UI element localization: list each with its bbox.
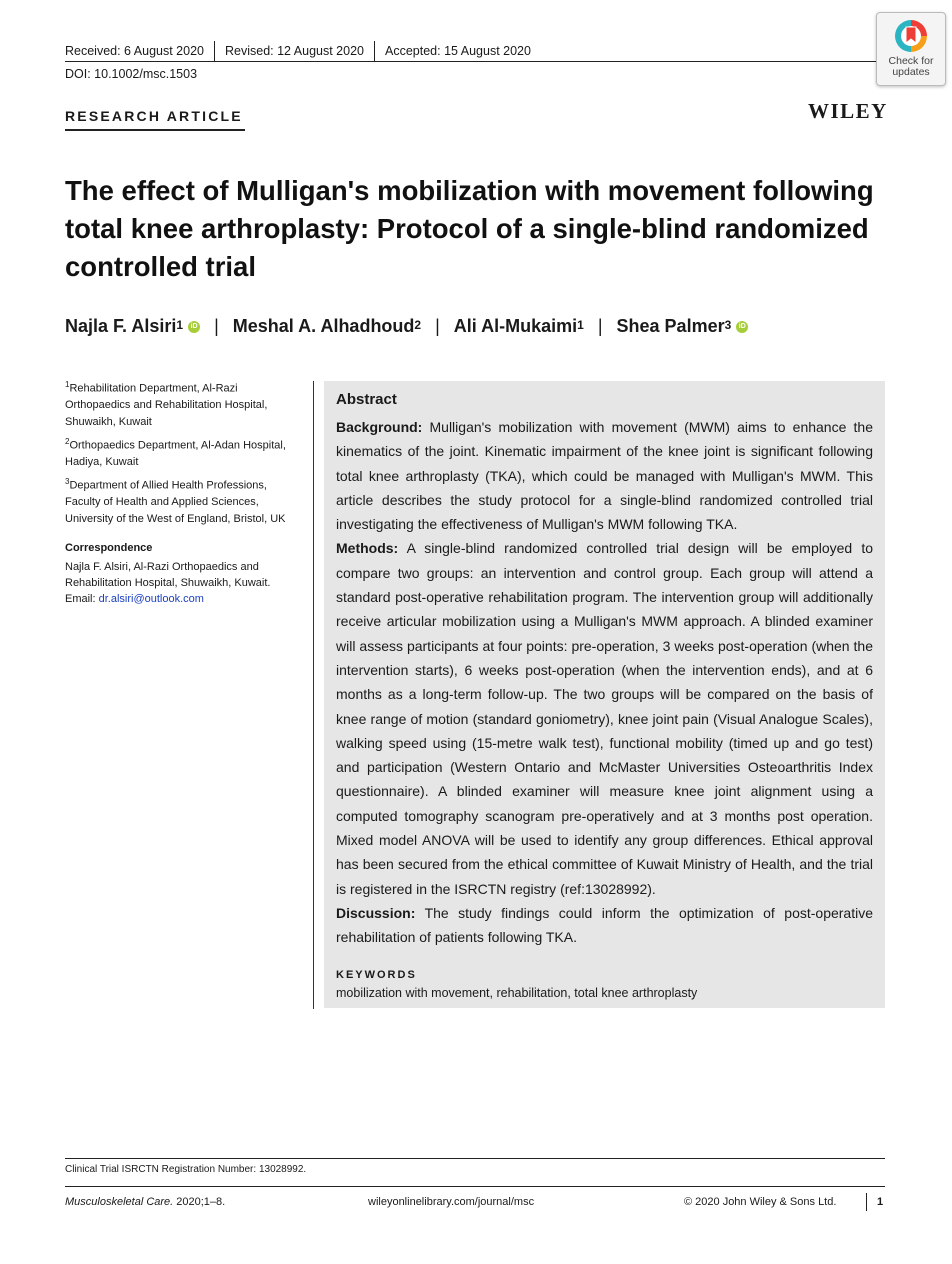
publisher-logo: WILEY	[808, 99, 888, 123]
keywords: mobilization with movement, rehabilitation, total knee arthroplasty	[336, 986, 698, 1000]
doi[interactable]: DOI: 10.1002/msc.1503	[65, 67, 198, 81]
author-name[interactable]: Ali Al-Mukaimi	[453, 316, 578, 336]
revised-date: Revised: 12 August 2020	[225, 44, 364, 58]
methods-text: A single-blind randomized controlled trial design will be employed to compare two groups: an intervention and control group. Each group will attend a standard post-operative rehabilitation program. The intervention group will additionally receive articular mobilization using a Mulligan's MWM approach. A blinded examiner will assess participants at four points: pre-operation, 3 weeks post-operation (when the intervention starts), 6 weeks post-operation (when the intervention ends), and at 6 months as a long-term follow-up. The two groups will be compared on the basis of knee range of motion (standard goniometry), knee joint pain (Visual Analogue Scales), walking speed using (15-metre walk test), functional mobility (timed up and go test) and participation (Western Ontario and McMaster Universities Osteoarthritis Index questionnaire). A blinded examiner will measure knee joint alignment using a computed tomography scanogram pre-operatively and at 3 months post operation. Mixed model ANOVA will be used to identify any group differences. Ethical approval has been secured from the ethical committee of Kuwait Ministry of Health, and the trial is registered in the ISRCTN registry (ref:13028992).	[336, 540, 873, 897]
copyright: © 2020 John Wiley & Sons Ltd.	[684, 1196, 837, 1208]
journal-ref: 2020;1–8.	[173, 1196, 226, 1208]
check-updates-line2: updates	[892, 66, 930, 78]
crossmark-icon	[894, 19, 928, 53]
check-for-updates-button[interactable]	[876, 12, 946, 86]
background-label: Background:	[336, 419, 423, 435]
abstract-discussion	[336, 901, 873, 950]
journal-url[interactable]: wileyonlinelibrary.com/journal/msc	[368, 1196, 535, 1208]
author-affiliation-sup: 1	[577, 317, 584, 332]
article-type: RESEARCH ARTICLE	[65, 108, 243, 124]
date-divider	[214, 41, 215, 61]
received-date: Received: 6 August 2020	[65, 44, 204, 58]
author-divider: |	[214, 316, 219, 336]
discussion-text: The study findings could inform the optimization of post-operative rehabilitation of patients following TKA.	[336, 904, 874, 946]
orcid-icon[interactable]: iD	[736, 321, 748, 333]
affiliation	[65, 434, 305, 471]
author-affiliation-sup: 3	[724, 317, 732, 332]
correspondence-block	[65, 559, 305, 607]
affiliation-sup: 2	[65, 437, 70, 446]
abstract-body	[336, 415, 873, 950]
background-text: Mulligan's mobilization with movement (MWM) aims to enhance the kinematics of the joint. Kinematic impairment of the knee joint is significant following total knee arthroplasty (TKA), which could be managed with Mulligan's MWM. This article describes the study protocol for a single-blind randomized controlled trial investigating the effectiveness of Mulligan's MWM following TKA.	[336, 419, 873, 533]
email-link[interactable]: dr.alsiri@outlook.com	[98, 593, 204, 605]
journal-citation	[65, 1196, 225, 1208]
affiliation-sup: 3	[65, 477, 70, 486]
date-divider	[374, 41, 375, 61]
footer-rule	[65, 1186, 885, 1187]
article-dates	[65, 41, 531, 61]
author-list	[65, 316, 748, 337]
page-number: 1	[877, 1196, 884, 1208]
affiliation-sup: 1	[65, 380, 70, 389]
author-affiliation-sup: 2	[414, 317, 422, 332]
article-title: The effect of Mulligan's mobilization with movement following total knee arthroplasty: Protocol of a single-blind randomized controlled trial	[65, 175, 874, 282]
email-label: Email:	[65, 593, 99, 605]
author-affiliation-sup: 1	[176, 317, 184, 332]
correspondence-text: Najla F. Alsiri, Al-Razi Orthopaedics and Rehabilitation Hospital, Shuwaikh, Kuwait.	[65, 561, 271, 589]
check-updates-line1: Check for	[888, 55, 934, 67]
abstract-background	[336, 415, 873, 536]
affiliation-text: Department of Allied Health Professions, Faculty of Health and Applied Sciences, University of the West of England, Bristol, UK	[65, 479, 286, 525]
footer-divider	[866, 1193, 867, 1211]
accepted-date: Accepted: 15 August 2020	[385, 44, 531, 58]
affiliation	[65, 377, 305, 430]
footer-rule	[65, 1158, 885, 1159]
keywords-heading: KEYWORDS	[336, 969, 417, 981]
abstract-heading: Abstract	[336, 391, 397, 408]
affiliation	[65, 474, 305, 527]
methods-label: Methods:	[336, 540, 399, 557]
discussion-label: Discussion:	[336, 904, 416, 921]
author-name[interactable]: Shea Palmer	[616, 316, 725, 336]
column-divider	[313, 381, 314, 1009]
article-type-underline	[65, 129, 245, 131]
journal-name: Musculoskeletal Care.	[65, 1196, 174, 1208]
author-divider: |	[435, 316, 440, 336]
author-name[interactable]: Meshal A. Alhadhoud	[232, 316, 415, 336]
affiliation-text: Rehabilitation Department, Al-Razi Orthopaedics and Rehabilitation Hospital, Shuwaikh, Kuwait	[65, 382, 268, 428]
abstract-methods	[336, 536, 873, 900]
orcid-icon[interactable]: iD	[188, 321, 200, 333]
correspondence-heading: Correspondence	[65, 542, 153, 554]
author-divider: |	[597, 316, 603, 336]
header-rule	[65, 61, 885, 62]
author-name[interactable]: Najla F. Alsiri	[65, 316, 177, 336]
trial-registration: Clinical Trial ISRCTN Registration Number: 13028992.	[65, 1164, 307, 1175]
affiliation-text: Orthopaedics Department, Al-Adan Hospital, Hadiya, Kuwait	[65, 439, 286, 469]
